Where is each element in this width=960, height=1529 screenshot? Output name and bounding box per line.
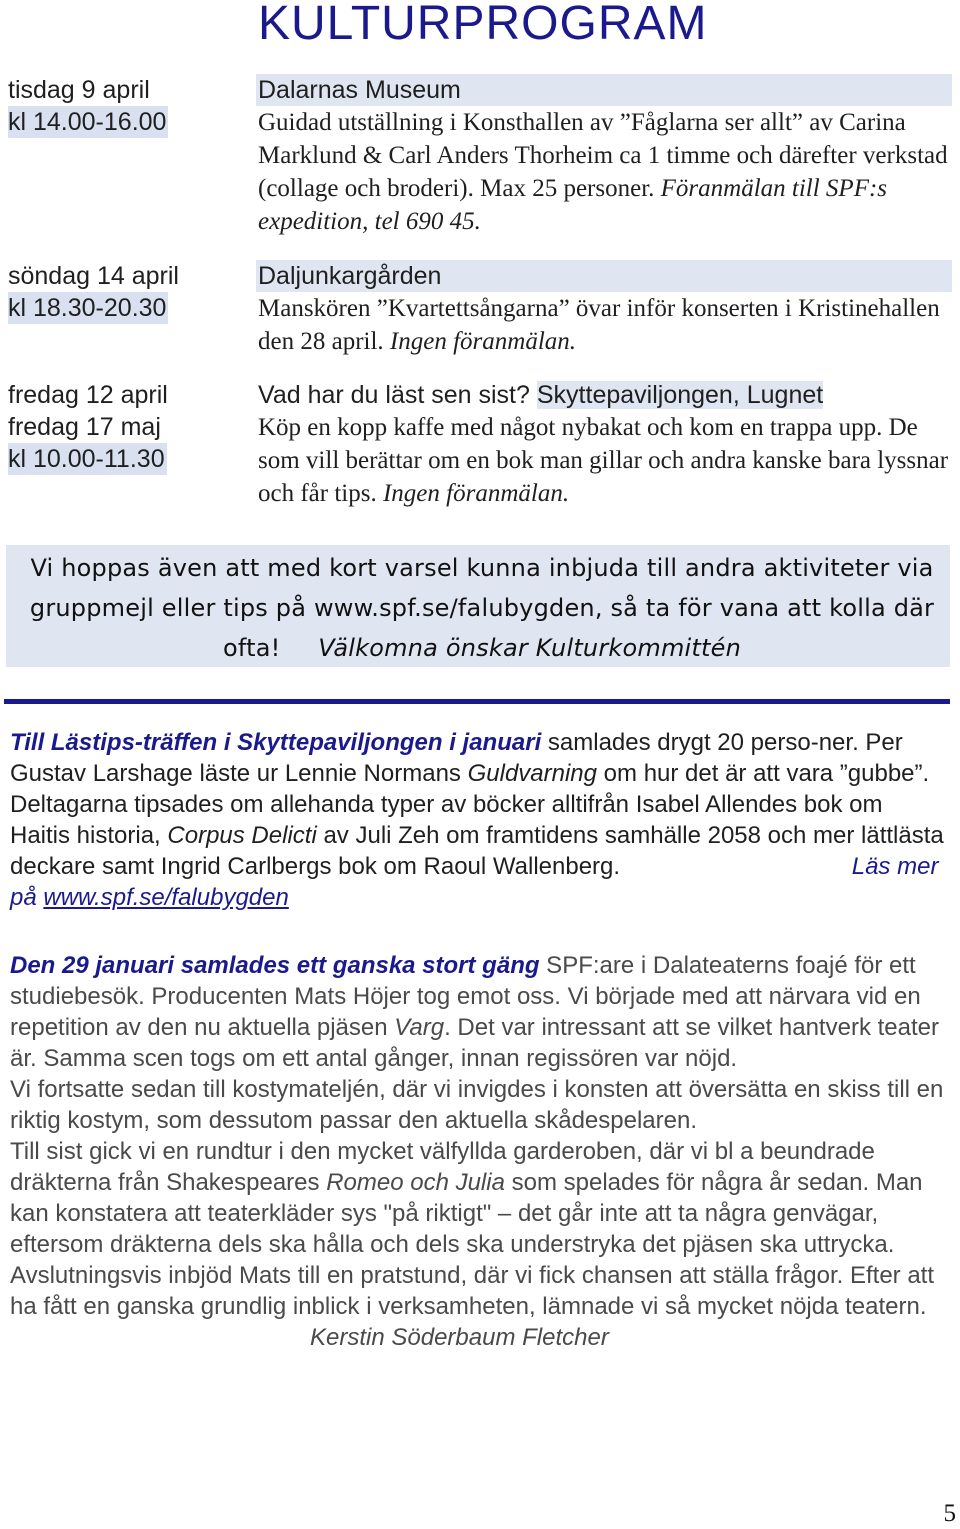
read-more-label: Läs mer på bbox=[10, 853, 939, 911]
play-title: Romeo och Julia bbox=[326, 1169, 505, 1196]
event-day: tisdag 9 april bbox=[8, 76, 150, 104]
article-lead: Den 29 januari samlades ett ganska stort gäng bbox=[10, 952, 540, 979]
read-more-link[interactable]: www.spf.se/falubygden bbox=[43, 884, 289, 911]
article-lead: Till Lästips-träffen i Skyttepaviljongen i januari bbox=[10, 729, 542, 756]
event-date bbox=[8, 379, 168, 475]
event-venue: Daljunkargården bbox=[256, 260, 952, 292]
event-details bbox=[256, 260, 952, 358]
event-date bbox=[8, 74, 168, 138]
article-text: samlades drygt 20 perso-ner. Per Gustav Larshage läste ur Lennie Normans bbox=[10, 729, 903, 787]
event-day: fredag 12 april bbox=[8, 381, 168, 409]
event-time: kl 18.30-20.30 bbox=[8, 294, 167, 322]
banner-signature: Välkomna önskar Kulturkommittén bbox=[318, 634, 742, 662]
event-note: Föranmälan till SPF:s expedition, tel 690 45. bbox=[258, 175, 888, 235]
event-time: kl 10.00-11.30 bbox=[8, 445, 165, 473]
page-number: 5 bbox=[943, 1500, 956, 1527]
event-description bbox=[256, 106, 952, 238]
event-day: söndag 14 april bbox=[8, 262, 179, 290]
event-venue: Skyttepaviljongen, Lugnet bbox=[536, 381, 824, 409]
event-description-text: Köp en kopp kaffe med något nybakat och kom en trappa upp. De som vill berättar om en bok man gillar och andra kanske bara lyssnar och får tips. bbox=[258, 414, 949, 507]
event-heading-text: Vad har du läst sen sist? bbox=[258, 381, 530, 409]
article-text: av Juli Zeh om framtidens samhälle 2058 och mer lättlästa deckare samt Ingrid Carlbergs bok om Raoul Wallenberg. bbox=[10, 822, 944, 880]
event-description bbox=[256, 411, 952, 510]
event-venue: Dalarnas Museum bbox=[256, 74, 952, 106]
divider bbox=[4, 699, 950, 704]
page-title: KULTURPROGRAM bbox=[258, 0, 708, 50]
article-text: . Det var intressant att se vilket hantverk teater är. Samma scen togs om ett antal gånger, innan regissören var nöjd. bbox=[10, 1014, 939, 1072]
event-note: Ingen föranmälan. bbox=[382, 480, 570, 507]
book-title: Corpus Delicti bbox=[167, 822, 317, 849]
event-description-text: Manskören ”Kvartettsångarna” övar inför konserten i Kristinehallen den 28 april. bbox=[258, 295, 940, 355]
event-description bbox=[256, 292, 952, 358]
article-author: Kerstin Söderbaum Fletcher bbox=[310, 1324, 609, 1351]
banner bbox=[22, 548, 942, 668]
book-title: Guldvarning bbox=[467, 760, 598, 787]
article-lastips bbox=[10, 727, 945, 913]
event-details bbox=[256, 379, 952, 510]
article-dalateatern bbox=[10, 950, 945, 1353]
event-time: kl 14.00-16.00 bbox=[8, 108, 167, 136]
article-text: Till sist gick vi en rundtur i den mycket välfyllda garderoben, där vi bl a beundrade dräkterna från Shakespeares bbox=[10, 1138, 875, 1196]
banner-text: Vi hoppas även att med kort varsel kunna inbjuda till andra aktiviteter via gruppmejl eller tips på www.spf.se/falubygden, så ta för vana att kolla där ofta! bbox=[29, 554, 935, 662]
event-description-text: Guidad utställning i Konsthallen av ”Fåglarna ser allt” av Carina Marklund & Carl Anders Thorheim ca 1 timme och därefter verkstad (collage och broderi). Max 25 personer. bbox=[258, 109, 948, 202]
event-heading bbox=[256, 379, 952, 411]
article-text: SPF:are i Dalateaterns foajé för ett studiebesök. Producenten Mats Höjer tog emot oss. Vi började med att närvara vid en repetition av den nu aktuella pjäsen bbox=[10, 952, 921, 1041]
article-paragraph bbox=[10, 950, 945, 1074]
article-text: som spelades för några år sedan. Man kan konstatera att teaterkläder sys "på riktigt" – det går inte att ta några genvägar, eftersom dräkterna dels ska hålla och dels ska understryka det pjäsen ska uttrycka. bbox=[10, 1169, 923, 1258]
event-note: Ingen föranmälan. bbox=[389, 328, 577, 355]
play-title: Varg bbox=[394, 1014, 445, 1041]
event-date bbox=[8, 260, 179, 324]
article-text: om hur det är att vara ”gubbe”. Deltagarna tipsades om allehanda typer av böcker alltifrån Isabel Allendes bok om Haitis historia, bbox=[10, 760, 930, 849]
article-text: Avslutningsvis inbjöd Mats till en pratstund, där vi fick chansen att ställa frågor. Efter att ha fått en ganska grundlig inblick i verksamheten, lämnade vi så mycket nöjda teatern. bbox=[10, 1262, 935, 1320]
article-paragraph bbox=[10, 1260, 945, 1353]
event-details bbox=[256, 74, 952, 238]
event-day-2: fredag 17 maj bbox=[8, 413, 161, 441]
article-paragraph bbox=[10, 1136, 945, 1260]
article-paragraph: Vi fortsatte sedan till kostymateljén, där vi invigdes i konsten att översätta en skiss till en riktig kostym, som dessutom passar den aktuella skådespelaren. bbox=[10, 1076, 944, 1134]
